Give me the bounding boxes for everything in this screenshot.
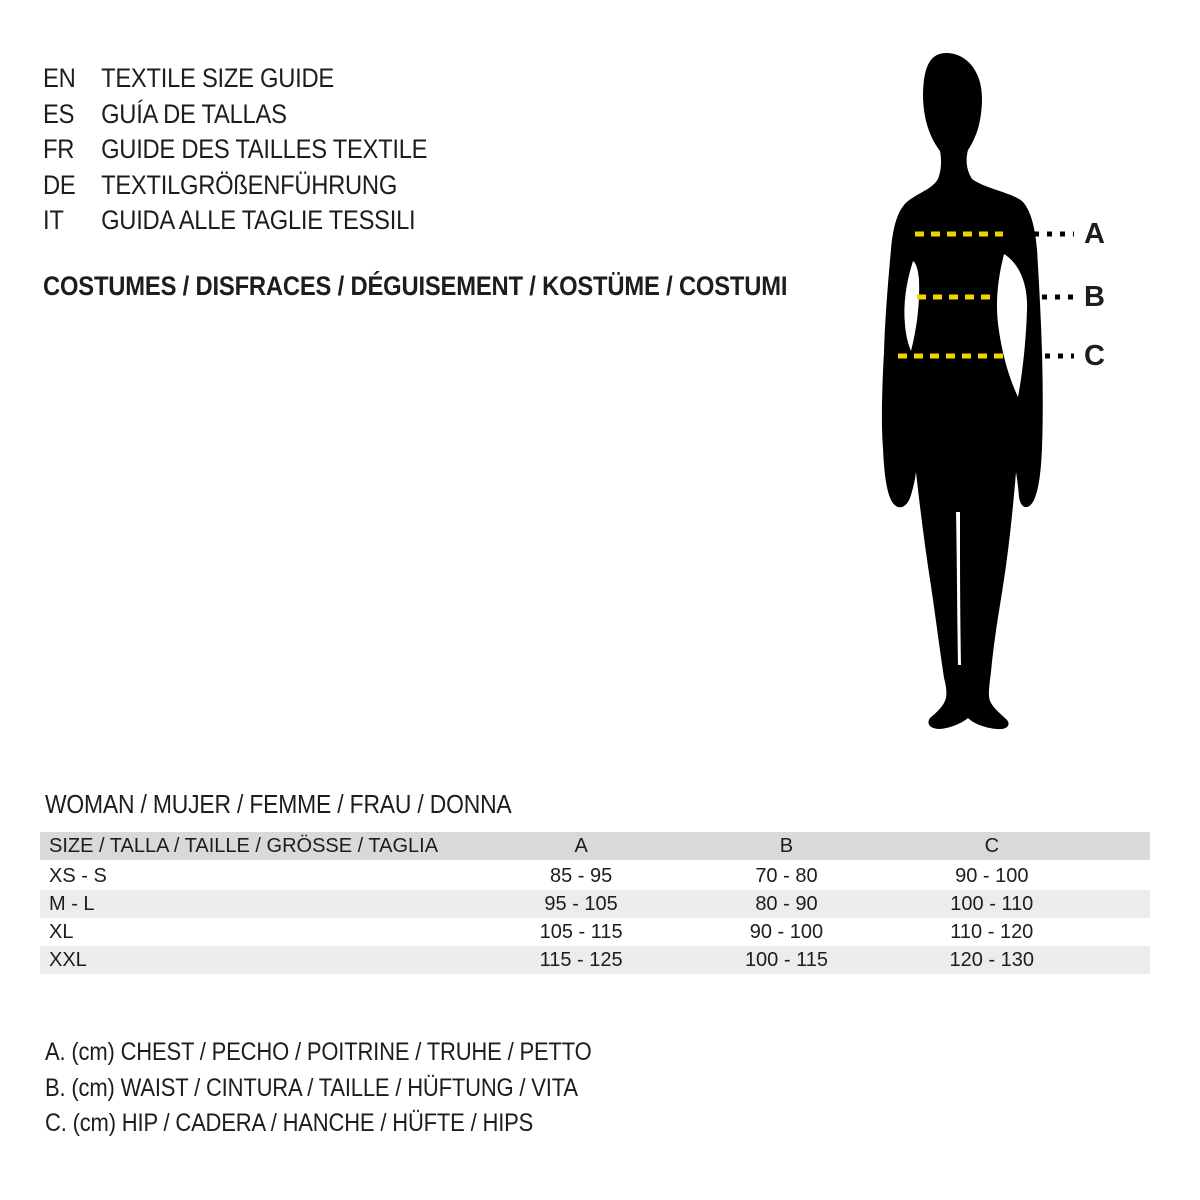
table-row [40, 890, 1150, 918]
chest-range-cell: 95 - 105 [544, 892, 618, 915]
marker-label-waist: B [1084, 281, 1105, 313]
language-label: GUIDE DES TAILLES TEXTILE [101, 134, 428, 165]
size-table-header-size: SIZE / TALLA / TAILLE / GRÖSSE / TAGLIA [40, 832, 478, 861]
language-label: GUIDA ALLE TAGLIE TESSILI [101, 205, 416, 236]
size-table [40, 832, 1150, 974]
woman-silhouette-icon [850, 40, 1110, 740]
size-cell: XS - S [49, 864, 107, 887]
size-cell: XL [49, 920, 74, 943]
waist-range-cell: 80 - 90 [755, 892, 818, 915]
category-title: COSTUMES / DISFRACES / DÉGUISEMENT / KOSTÜME / COSTUMI [43, 271, 788, 301]
spacer-cell [1094, 890, 1150, 918]
language-label: TEXTILGRÖßENFÜHRUNG [101, 169, 398, 200]
hip-range-cell: 120 - 130 [949, 948, 1035, 971]
chest-range-cell: 105 - 115 [539, 920, 623, 943]
language-code: EN [43, 63, 76, 94]
language-code: ES [43, 98, 75, 129]
size-cell: XXL [49, 948, 87, 971]
waist-range-cell: 90 - 100 [749, 920, 824, 943]
language-code: FR [43, 134, 75, 165]
language-row-de [43, 168, 427, 204]
language-row-es [43, 97, 427, 133]
size-cell: M - L [49, 892, 95, 915]
size-table-header-row [40, 832, 1150, 861]
language-row-en [43, 61, 427, 97]
legend-waist: B. (cm) WAIST / CINTURA / TAILLE / HÜFTUNG / VITA [45, 1073, 578, 1102]
measurement-legend [45, 1035, 592, 1142]
section-title: WOMAN / MUJER / FEMME / FRAU / DONNA [45, 789, 512, 819]
table-row [40, 861, 1150, 890]
hip-range-cell: 110 - 120 [950, 920, 1034, 943]
hip-range-cell: 90 - 100 [955, 864, 1029, 887]
language-label: GUÍA DE TALLAS [101, 98, 287, 129]
language-row-it [43, 203, 427, 239]
waist-range-cell: 70 - 80 [755, 864, 818, 887]
language-code: IT [43, 205, 64, 236]
size-table-header-spacer [1094, 832, 1150, 861]
table-row [40, 946, 1150, 974]
legend-hip: C. (cm) HIP / CADERA / HANCHE / HÜFTE / HIPS [45, 1109, 534, 1138]
marker-label-chest: A [1084, 218, 1105, 250]
chest-range-cell: 85 - 95 [549, 864, 613, 887]
language-code: DE [43, 169, 76, 200]
chest-range-cell: 115 - 125 [539, 948, 623, 971]
language-label: TEXTILE SIZE GUIDE [101, 63, 334, 94]
language-row-fr [43, 132, 427, 168]
table-row [40, 918, 1150, 946]
spacer-cell [1094, 918, 1150, 946]
size-table-header-a: A [478, 832, 683, 861]
hip-range-cell: 100 - 110 [950, 892, 1034, 915]
spacer-cell [1094, 946, 1150, 974]
legend-chest: A. (cm) CHEST / PECHO / POITRINE / TRUHE / PETTO [45, 1038, 592, 1067]
size-table-header-c: C [889, 832, 1094, 861]
size-table-header-b: B [684, 832, 889, 861]
language-list [43, 61, 427, 239]
marker-label-hip: C [1084, 340, 1105, 372]
waist-range-cell: 100 - 115 [744, 948, 828, 971]
spacer-cell [1094, 861, 1150, 890]
